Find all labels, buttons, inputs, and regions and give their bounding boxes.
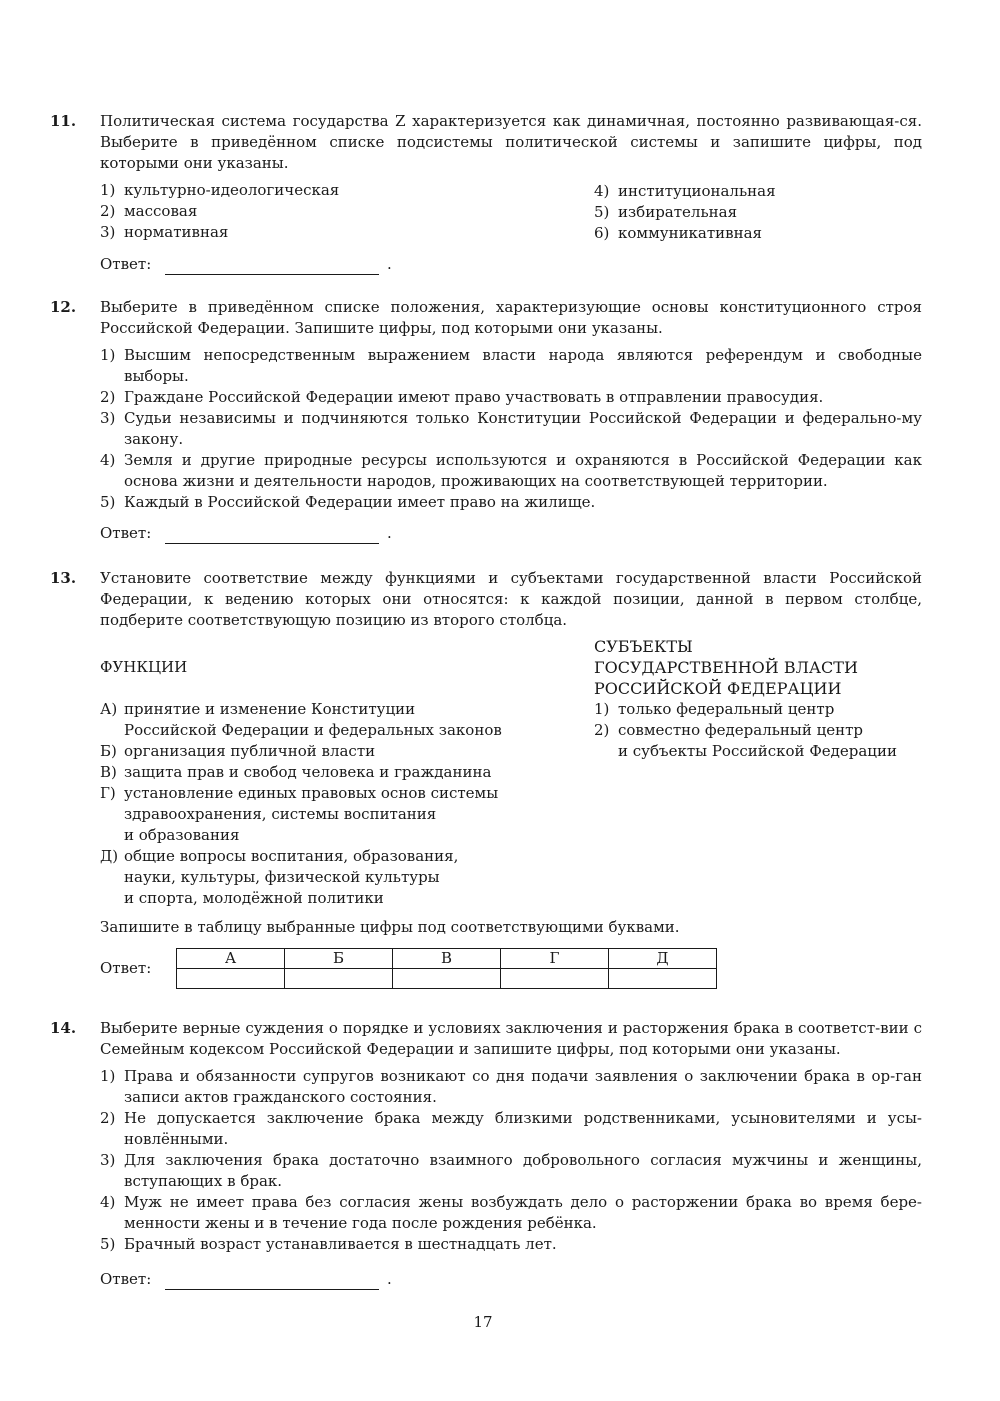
answer-cell[interactable] [393,969,501,989]
option: 4) Муж не имеет права без согласия жены возбуждать дело о расторжении брака во время бере-менности жены и в течение года после рождения ребёнка. [100,1193,922,1232]
task-number: 13. [50,569,77,587]
table-instruction: Запишите в таблицу выбранные цифры под соответствующими буквами. [100,918,680,936]
option: 3) Для заключения брака достаточно взаимного добровольного согласия мужчины и женщины, вступающих в брак. [100,1151,922,1190]
task-12 [50,297,922,544]
table-header-d: Д [609,949,717,969]
task-14 [50,1018,922,1290]
answer-cell[interactable] [177,969,285,989]
answer-label: Ответ: [100,524,152,542]
option: 3) Судьи независимы и подчиняются только Конституции Российской Федерации и федерально-му закону. [100,409,922,448]
option: 5) Каждый в Российской Федерации имеет право на жилище. [100,493,596,511]
task-11 [50,111,922,275]
answer-cell[interactable] [285,969,393,989]
option: 1) Права и обязанности супругов возникают со дня подачи заявления о заключении брака в ор-ган записи актов гражданского состояния. [100,1067,922,1106]
task-number: 14. [50,1019,77,1037]
table-header-v: В [393,949,501,969]
task-number: 11. [50,112,77,130]
task-number: 12. [50,298,77,316]
answer-row: Ответ: . [100,255,392,273]
answer-row: Ответ: . [100,1270,392,1288]
option: 4) Земля и другие природные ресурсы используются и охраняются в Российской Федерации как основа жизни и деятельности народов, проживающих на соответствующей территории. [100,451,922,490]
task-stem: Выберите верные суждения о порядке и условиях заключения и расторжения брака в соответст-вии с Семейным кодексом Российской Федерации и запишите цифры, под которыми они указаны. [100,1019,922,1058]
subject-item: 2) совместно федеральный центр и субъекты Российской Федерации [594,721,897,760]
option: 1) культурно-идеологическая [100,181,340,199]
option: 3) нормативная [100,223,229,241]
task-13 [50,568,922,989]
option: 2) Граждане Российской Федерации имеют право участвовать в отправлении правосудия. [100,388,824,406]
answer-label: Ответ: [100,255,152,273]
subject-item: 1) только федеральный центр [594,700,835,718]
answer-cell[interactable] [609,969,717,989]
answer-field[interactable] [165,258,379,275]
answer-row: Ответ: . [100,524,392,542]
function-item: Д) общие вопросы воспитания, образования, науки, культуры, физической культуры и спорта, молодёжной политики [100,847,459,907]
table-header-g: Г [501,949,609,969]
table-header-a: А [177,949,285,969]
task-stem: Выберите в приведённом списке положения, характеризующие основы конституционного строя Российской Федерации. Запишите цифры, под которыми они указаны. [100,298,922,337]
option: 4) институциональная [594,182,776,200]
task-stem: Политическая система государства Z характеризуется как динамичная, постоянно развивающая-ся. Выберите в приведённом списке подсистемы политической системы и запишите цифры, под которыми они указаны. [100,112,922,172]
answer-field[interactable] [165,527,379,544]
task-stem: Установите соответствие между функциями и субъектами государственной власти Российской Федерации, к ведению которых они относятся: к каждой позиции, данной в первом столбце, подберите соответствующую позицию из второго столбца. [100,569,922,629]
page-number: 17 [473,1313,493,1331]
option: 1) Высшим непосредственным выражением власти народа являются референдум и свободные выборы. [100,346,922,385]
subjects-heading: СУБЪЕКТЫ ГОСУДАРСТВЕННОЙ ВЛАСТИ РОССИЙСКОЙ ФЕДЕРАЦИИ [594,637,858,698]
option: 2) Не допускается заключение брака между близкими родственниками, усыновителями и усы-новлёнными. [100,1109,922,1148]
answer-cell[interactable] [501,969,609,989]
answer-field[interactable] [165,1273,379,1290]
option: 5) Брачный возраст устанавливается в шестнадцать лет. [100,1235,557,1253]
answer-label: Ответ: [100,1270,152,1288]
function-item: В) защита прав и свобод человека и гражданина [100,763,492,781]
function-item: А) принятие и изменение Конституции Российской Федерации и федеральных законов [100,700,502,739]
answer-table [176,948,717,989]
function-item: Б) организация публичной власти [100,742,376,760]
option: 2) массовая [100,202,198,220]
answer-label: Ответ: [100,959,152,977]
function-item: Г) установление единых правовых основ системы здравоохранения, системы воспитания и образования [100,784,499,844]
functions-heading: ФУНКЦИИ [100,658,188,676]
option: 5) избирательная [594,203,738,221]
option: 6) коммуникативная [594,224,763,242]
table-header-b: Б [285,949,393,969]
